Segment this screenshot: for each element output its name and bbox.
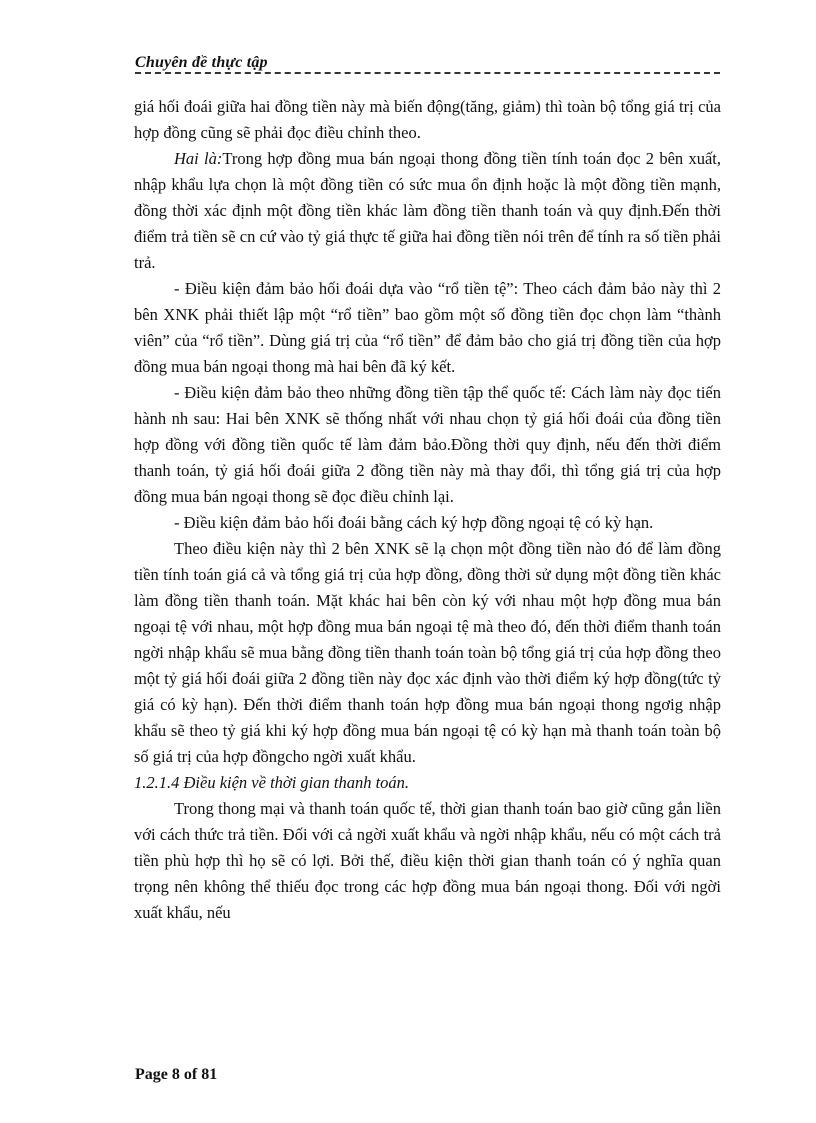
paragraph-text: Trong hợp đồng mua bán ngoại thong đồng tiền tính toán đọc 2 bên xuất, nhập khẩu lựa chọn là một đồng tiền có sức mua ổn định hoặc là một đồng tiền mạnh, đồng thời xác định một đồng tiền khác làm đồng tiền thanh toán và quy định.Đến thời điểm trả tiền sẽ cn cứ vào tỷ giá thực tế giữa hai đồng tiền nói trên để tính ra số tiền phải trả. [134,149,721,272]
page-number: Page 8 of 81 [135,1066,218,1083]
section-heading: 1.2.1.4 Điều kiện về thời gian thanh toán. [134,773,410,792]
paragraph-hai-la [134,146,721,276]
paragraph-dong-tien-tap-the: - Điều kiện đảm bảo theo những đồng tiền tập thể quốc tế: Cách làm này đọc tiến hành nh sau: Hai bên XNK sẽ thống nhất với nhau chọn tỷ giá hối đoái của đồng tiền hợp đồng với đồng tiền quốc tế làm đảm bảo.Đồng thời quy định, nếu đến thời điểm thanh toán, tỷ giá hối đoái giữa 2 đồng tiền này mà thay đổi, thì tổng giá trị của hợp đồng mua bán ngoại thong sẽ đọc điều chỉnh lại. [134,383,721,506]
paragraph-continuation: giá hối đoái giữa hai đồng tiền này mà biến động(tăng, giảm) thì toàn bộ tổng giá trị của hợp đồng cũng sẽ phải đọc điều chỉnh theo. [134,97,721,142]
page-header [135,52,720,76]
paragraph-thoi-gian-thanh-toan: Trong thong mại và thanh toán quốc tế, thời gian thanh toán bao giờ cũng gắn liền với cách thức trả tiền. Đối với cả ngời xuất khẩu và ngời nhập khẩu, nếu có một cách trả tiền phù hợp thì họ sẽ có lợi. Bởi thế, điều kiện thời gian thanh toán có ý nghĩa quan trọng nên không thể thiếu đọc trong các hợp đồng mua bán ngoại thong. Đối với ngời xuất khẩu, nếu [134,799,721,922]
paragraph-ngoai-te-ky-han: - Điều kiện đảm bảo hối đoái bằng cách ký hợp đồng ngoại tệ có kỳ hạn. [174,513,654,532]
paragraph-lead: Hai là: [174,149,223,168]
header-title: Chuyên đề thực tập [135,54,272,72]
paragraph-theo-dieu-kien: Theo điều kiện này thì 2 bên XNK sẽ lạ chọn một đồng tiền nào đó để làm đồng tiền tính toán giá cả và tổng giá trị của hợp đồng, đồng thời sử dụng một đồng tiền khác làm đồng tiền thanh toán. Mặt khác hai bên còn ký với nhau một hợp đồng mua bán ngoại tệ với nhau, một hợp đồng mua bán ngoại tệ mà theo đó, đến thời điểm thanh toán ngời nhập khẩu sẽ mua bằng đồng tiền thanh toán toàn bộ tổng giá trị của hợp đồng theo một tỷ giá hối đoái giữa 2 đồng tiền này đọc xác định vào thời điểm ký hợp đồng(tức tỷ giá có kỳ hạn). Đến thời điểm thanh toán hợp đồng mua bán ngoại thong ngơig nhập khẩu sẽ theo tỷ giá khi ký hợp đồng mua bán ngoại tệ có kỳ hạn mà thanh toán toàn bộ số giá trị của hợp đồngcho ngời xuất khẩu. [134,539,721,766]
header-dotted-rule [135,72,720,74]
document-body [134,94,721,926]
paragraph-ro-tien-te: - Điều kiện đảm bảo hối đoái dựa vào “rổ tiền tệ”: Theo cách đảm bảo này thì 2 bên XNK phải thiết lập một “rổ tiền” bao gồm một số đồng tiền đọc chọn làm “thành viên” của “rổ tiền”. Dùng giá trị của “rổ tiền” để đảm bảo cho giá trị đồng tiền của hợp đồng mua bán ngoại thong mà hai bên đã ký kết. [134,279,721,376]
